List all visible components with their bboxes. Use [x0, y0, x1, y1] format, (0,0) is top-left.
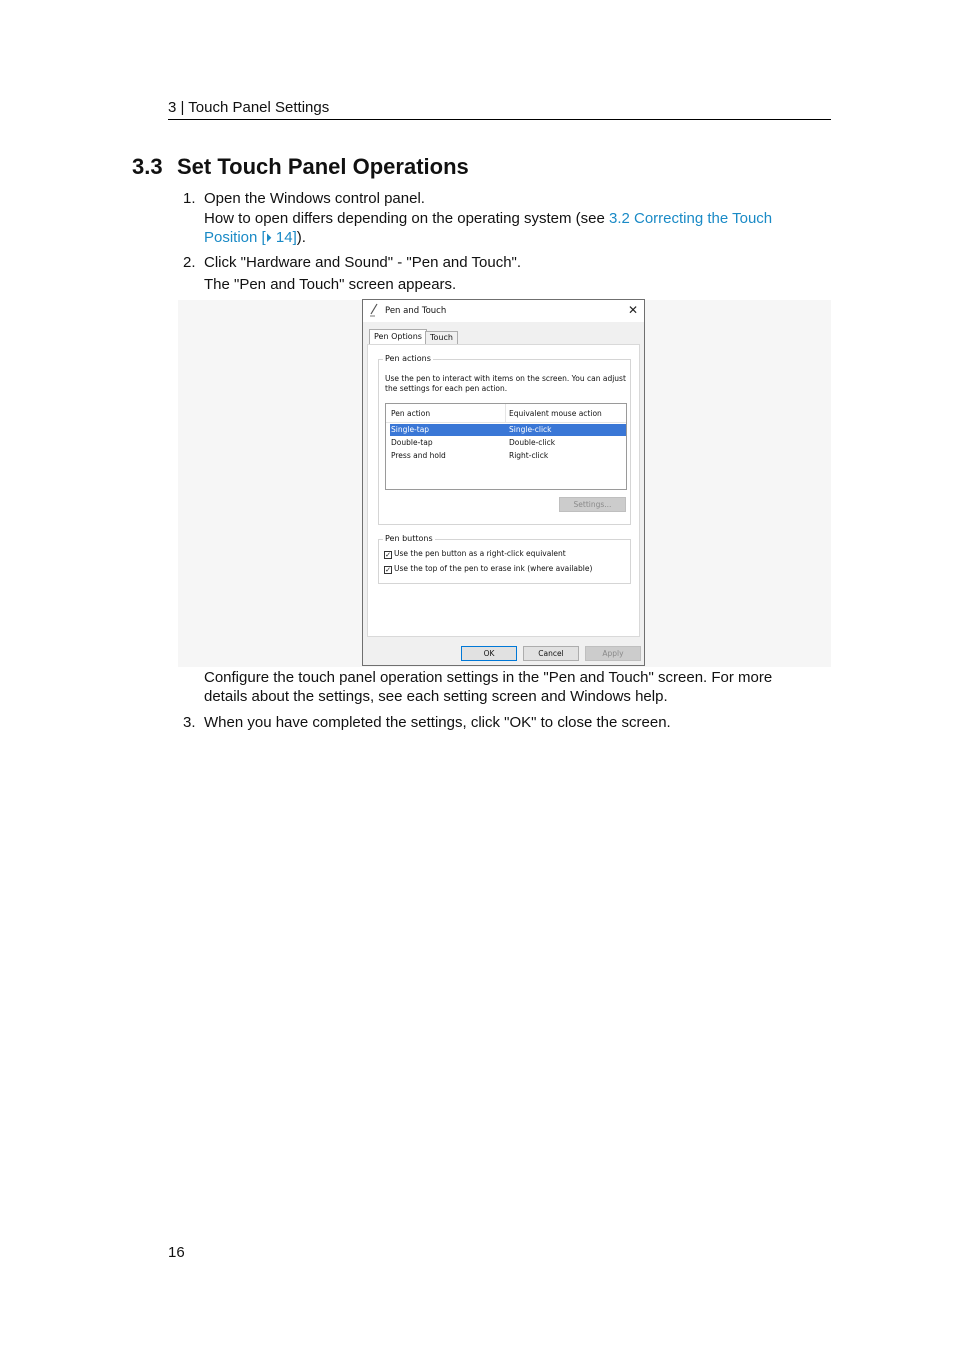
group-title: Pen buttons — [385, 534, 433, 543]
tab-panel — [367, 344, 640, 637]
section-title-text: Set Touch Panel Operations — [177, 154, 469, 179]
ok-button[interactable]: OK — [461, 646, 517, 661]
list-cell-mouse: Double-click — [509, 438, 556, 447]
pen-icon — [369, 303, 379, 317]
checkbox-checked-icon[interactable]: ✓ — [385, 551, 391, 559]
dialog-title-bar — [363, 300, 644, 322]
configure-paragraph — [204, 669, 829, 706]
right-click-option[interactable] — [384, 549, 566, 559]
step-number: 3. — [183, 714, 196, 731]
tab-touch[interactable]: Touch — [425, 331, 458, 344]
list-cell-mouse: Right-click — [509, 451, 549, 460]
pen-and-touch-dialog — [362, 299, 645, 666]
list-cell-action: Press and hold — [391, 451, 446, 460]
column-header-mouse-action[interactable]: Equivalent mouse action — [509, 409, 602, 418]
step-text: Open the Windows control panel. — [204, 190, 425, 207]
list-item[interactable] — [390, 437, 626, 449]
step-number: 2. — [183, 254, 196, 271]
list-header — [386, 404, 626, 423]
apply-button[interactable]: Apply — [585, 646, 641, 661]
list-item[interactable] — [390, 450, 626, 462]
page-arrow-icon: ⏵ — [265, 231, 272, 245]
cross-reference-link[interactable]: 3.2 Correcting the Touch — [608, 209, 773, 227]
checkbox-checked-icon[interactable]: ✓ — [385, 566, 391, 574]
pen-buttons-group — [378, 534, 631, 584]
list-cell-action: Single-tap — [391, 425, 430, 434]
page-reference[interactable]: 14] — [271, 229, 297, 246]
step-result: The "Pen and Touch" screen appears. — [204, 275, 457, 293]
pen-actions-group — [378, 354, 631, 525]
group-title: Pen actions — [385, 354, 431, 363]
step-detail-end: ). — [296, 229, 306, 246]
cancel-button[interactable]: Cancel — [523, 646, 579, 661]
step-1 — [183, 189, 823, 249]
close-icon[interactable]: ✕ — [627, 303, 638, 317]
list-item[interactable] — [390, 424, 626, 436]
section-title — [132, 154, 469, 180]
column-separator — [505, 404, 506, 422]
checkbox-label: Use the top of the pen to erase ink (where available) — [394, 564, 593, 573]
page-number: 16 — [168, 1244, 185, 1261]
step-detail-text: How to open differs depending on the operating system (see — [204, 209, 609, 227]
paragraph-line: details about the settings, see each setting screen and Windows help. — [204, 687, 668, 705]
erase-ink-option[interactable] — [384, 564, 592, 574]
step-detail — [204, 209, 823, 229]
settings-button[interactable]: Settings... — [559, 497, 626, 512]
checkbox-label: Use the pen button as a right-click equivalent — [394, 549, 566, 558]
tab-pen-options[interactable]: Pen Options — [369, 329, 427, 345]
cross-reference-link-cont[interactable]: Position [ — [204, 229, 266, 246]
description-line: the settings for each pen action. — [385, 384, 508, 393]
running-header: 3 | Touch Panel Settings — [168, 99, 831, 120]
step-2 — [183, 253, 823, 294]
list-cell-action: Double-tap — [391, 438, 433, 447]
list-cell-mouse: Single-click — [509, 425, 552, 434]
column-header-pen-action[interactable]: Pen action — [391, 409, 431, 418]
step-text: When you have completed the settings, click "OK" to close the screen. — [204, 714, 671, 731]
step-detail-continued — [204, 228, 823, 249]
pen-action-list[interactable] — [385, 403, 627, 490]
pen-actions-description — [385, 374, 630, 394]
step-number: 1. — [183, 190, 196, 207]
description-line: Use the pen to interact with items on the screen. You can adjust — [385, 374, 626, 383]
step-3 — [183, 713, 823, 733]
step-text: Click "Hardware and Sound" - "Pen and Touch". — [204, 254, 522, 271]
section-number: 3.3 — [132, 154, 163, 179]
dialog-title: Pen and Touch — [385, 306, 447, 316]
paragraph-line: Configure the touch panel operation settings in the "Pen and Touch" screen. For more — [204, 669, 773, 686]
